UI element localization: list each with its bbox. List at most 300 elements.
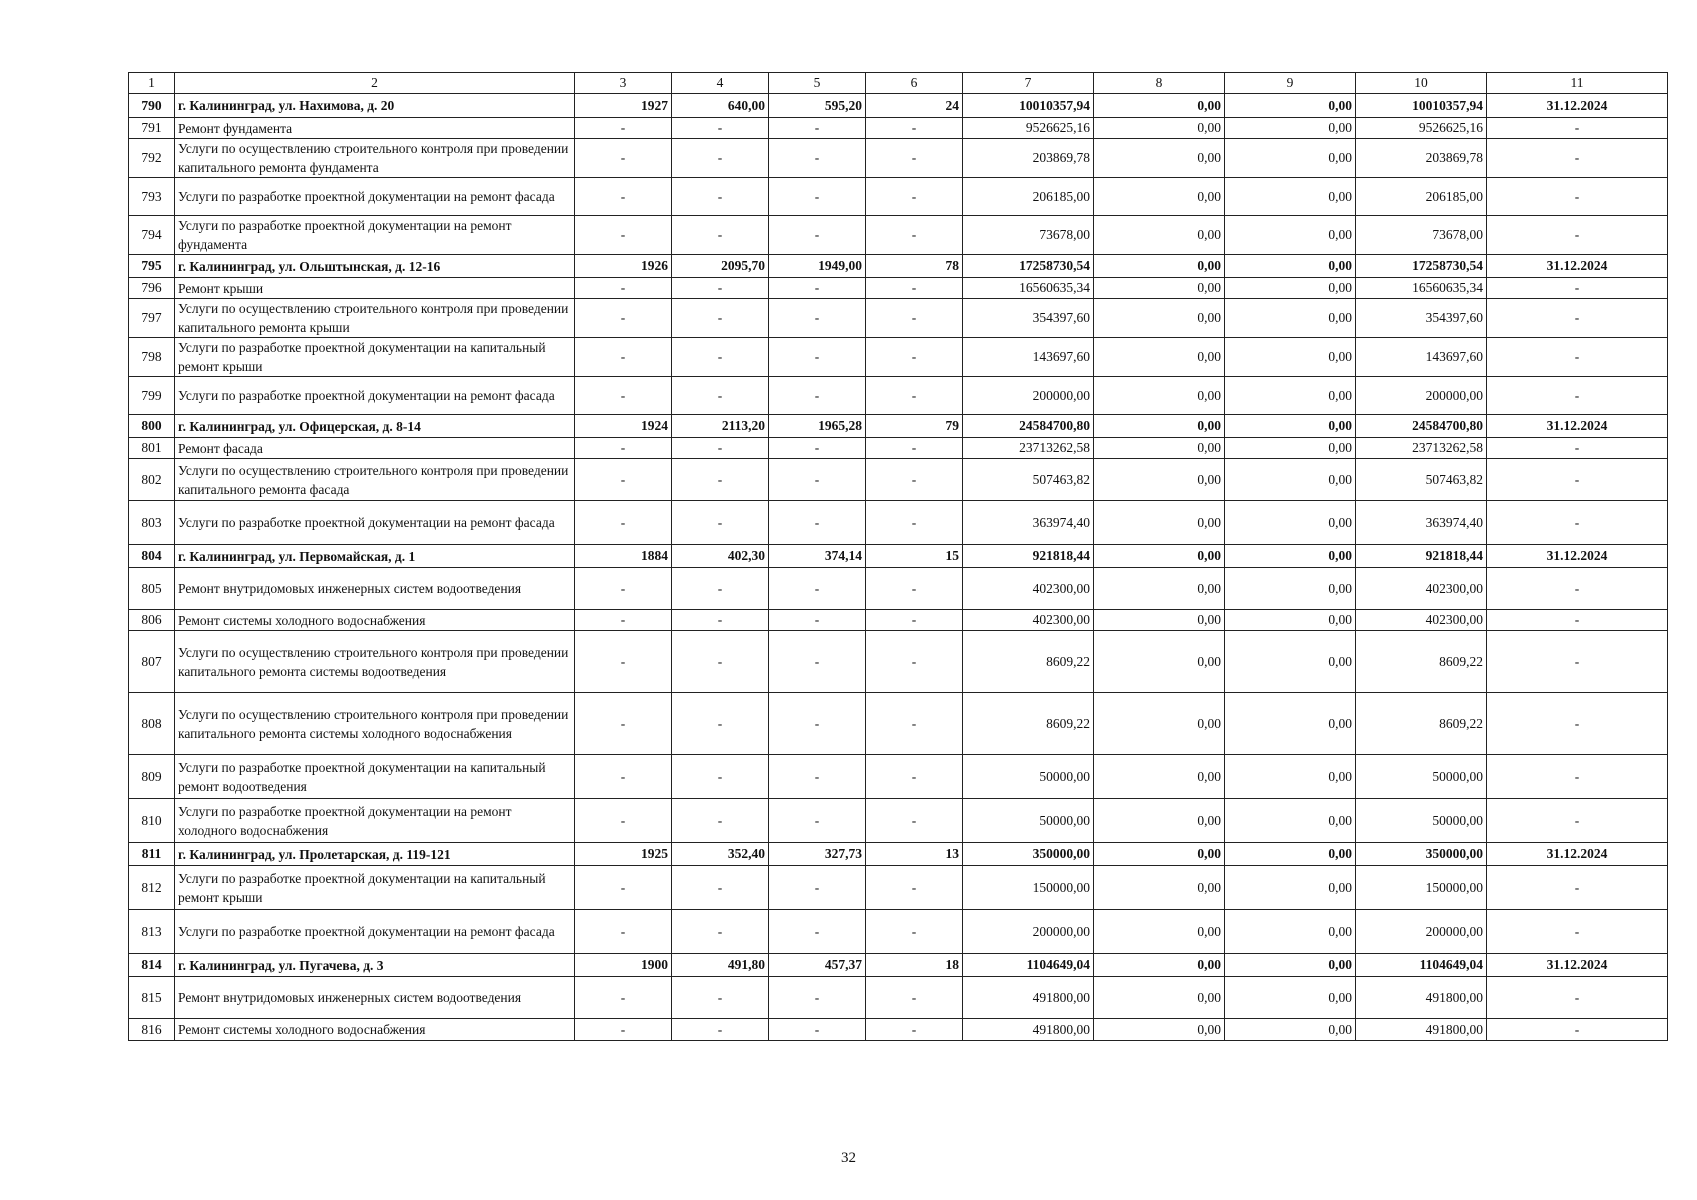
column-header: 8 xyxy=(1094,73,1225,94)
col3-value: - xyxy=(575,216,672,255)
col10-value: 17258730,54 xyxy=(1356,255,1487,278)
col7-value: 8609,22 xyxy=(963,631,1094,693)
col10-value: 203869,78 xyxy=(1356,139,1487,178)
col6-value: - xyxy=(866,278,963,299)
col10-value: 200000,00 xyxy=(1356,377,1487,415)
col7-value: 402300,00 xyxy=(963,568,1094,610)
row-number: 813 xyxy=(129,910,175,954)
col9-value: 0,00 xyxy=(1225,631,1356,693)
table-row xyxy=(129,139,1668,178)
column-header: 3 xyxy=(575,73,672,94)
col9-value: 0,00 xyxy=(1225,415,1356,438)
col5-value: - xyxy=(769,118,866,139)
col5-value: 595,20 xyxy=(769,94,866,118)
table-row xyxy=(129,568,1668,610)
col9-value: 0,00 xyxy=(1225,459,1356,501)
col10-value: 23713262,58 xyxy=(1356,438,1487,459)
row-number: 804 xyxy=(129,545,175,568)
col9-value: 0,00 xyxy=(1225,866,1356,910)
col11-value: - xyxy=(1487,866,1668,910)
col6-value: - xyxy=(866,118,963,139)
col3-value: - xyxy=(575,610,672,631)
table-row xyxy=(129,255,1668,278)
col6-value: - xyxy=(866,977,963,1019)
col10-value: 50000,00 xyxy=(1356,755,1487,799)
col3-value: 1900 xyxy=(575,954,672,977)
col10-value: 8609,22 xyxy=(1356,631,1487,693)
table-row xyxy=(129,459,1668,501)
col9-value: 0,00 xyxy=(1225,139,1356,178)
row-number: 790 xyxy=(129,94,175,118)
col7-value: 150000,00 xyxy=(963,866,1094,910)
col3-value: - xyxy=(575,299,672,338)
col11-value: 31.12.2024 xyxy=(1487,843,1668,866)
table-row xyxy=(129,693,1668,755)
col3-value: - xyxy=(575,377,672,415)
row-number: 806 xyxy=(129,610,175,631)
table-row xyxy=(129,755,1668,799)
table-row xyxy=(129,415,1668,438)
col8-value: 0,00 xyxy=(1094,693,1225,755)
table-row xyxy=(129,545,1668,568)
col4-value: - xyxy=(672,501,769,545)
row-name: Услуги по осуществлению строительного контроля при проведении капитального ремонта крыши xyxy=(175,299,575,338)
row-name: Услуги по разработке проектной документации на капитальный ремонт крыши xyxy=(175,866,575,910)
col8-value: 0,00 xyxy=(1094,755,1225,799)
table-row xyxy=(129,954,1668,977)
col7-value: 8609,22 xyxy=(963,693,1094,755)
col3-value: - xyxy=(575,338,672,377)
row-number: 805 xyxy=(129,568,175,610)
col10-value: 402300,00 xyxy=(1356,568,1487,610)
col9-value: 0,00 xyxy=(1225,755,1356,799)
row-number: 814 xyxy=(129,954,175,977)
col8-value: 0,00 xyxy=(1094,118,1225,139)
col3-value: - xyxy=(575,568,672,610)
table-row xyxy=(129,910,1668,954)
col11-value: 31.12.2024 xyxy=(1487,545,1668,568)
row-number: 808 xyxy=(129,693,175,755)
col8-value: 0,00 xyxy=(1094,415,1225,438)
col4-value: - xyxy=(672,438,769,459)
col3-value: - xyxy=(575,910,672,954)
col8-value: 0,00 xyxy=(1094,545,1225,568)
col4-value: - xyxy=(672,693,769,755)
col5-value: - xyxy=(769,216,866,255)
column-header: 2 xyxy=(175,73,575,94)
col11-value: - xyxy=(1487,377,1668,415)
col9-value: 0,00 xyxy=(1225,910,1356,954)
row-number: 797 xyxy=(129,299,175,338)
col8-value: 0,00 xyxy=(1094,954,1225,977)
col4-value: - xyxy=(672,568,769,610)
col9-value: 0,00 xyxy=(1225,178,1356,216)
row-name: Услуги по осуществлению строительного контроля при проведении капитального ремонта фундамента xyxy=(175,139,575,178)
col5-value: - xyxy=(769,866,866,910)
row-number: 800 xyxy=(129,415,175,438)
col7-value: 50000,00 xyxy=(963,799,1094,843)
col5-value: - xyxy=(769,799,866,843)
col10-value: 50000,00 xyxy=(1356,799,1487,843)
row-number: 792 xyxy=(129,139,175,178)
col11-value: - xyxy=(1487,799,1668,843)
col11-value: - xyxy=(1487,438,1668,459)
col4-value: - xyxy=(672,799,769,843)
col6-value: - xyxy=(866,216,963,255)
col11-value: - xyxy=(1487,278,1668,299)
col10-value: 9526625,16 xyxy=(1356,118,1487,139)
col6-value: - xyxy=(866,338,963,377)
col7-value: 491800,00 xyxy=(963,977,1094,1019)
col3-value: 1925 xyxy=(575,843,672,866)
col3-value: - xyxy=(575,139,672,178)
col7-value: 491800,00 xyxy=(963,1019,1094,1041)
col5-value: - xyxy=(769,755,866,799)
col6-value: 15 xyxy=(866,545,963,568)
col8-value: 0,00 xyxy=(1094,278,1225,299)
row-number: 793 xyxy=(129,178,175,216)
row-name: Ремонт фасада xyxy=(175,438,575,459)
col5-value: - xyxy=(769,631,866,693)
table-row xyxy=(129,843,1668,866)
col6-value: - xyxy=(866,631,963,693)
row-number: 794 xyxy=(129,216,175,255)
col4-value: 352,40 xyxy=(672,843,769,866)
col9-value: 0,00 xyxy=(1225,278,1356,299)
col8-value: 0,00 xyxy=(1094,843,1225,866)
col5-value: - xyxy=(769,299,866,338)
col10-value: 206185,00 xyxy=(1356,178,1487,216)
table-row xyxy=(129,338,1668,377)
col11-value: - xyxy=(1487,338,1668,377)
col11-value: - xyxy=(1487,216,1668,255)
col11-value: - xyxy=(1487,755,1668,799)
col5-value: 374,14 xyxy=(769,545,866,568)
row-number: 802 xyxy=(129,459,175,501)
row-name: Услуги по разработке проектной документации на ремонт фундамента xyxy=(175,216,575,255)
col7-value: 206185,00 xyxy=(963,178,1094,216)
col4-value: - xyxy=(672,910,769,954)
row-name: Услуги по разработке проектной документации на ремонт фасада xyxy=(175,501,575,545)
column-header: 9 xyxy=(1225,73,1356,94)
col3-value: 1927 xyxy=(575,94,672,118)
col6-value: 79 xyxy=(866,415,963,438)
col5-value: - xyxy=(769,568,866,610)
col6-value: 24 xyxy=(866,94,963,118)
col7-value: 200000,00 xyxy=(963,910,1094,954)
table-row xyxy=(129,977,1668,1019)
table-row xyxy=(129,610,1668,631)
col6-value: - xyxy=(866,755,963,799)
col10-value: 16560635,34 xyxy=(1356,278,1487,299)
col7-value: 1104649,04 xyxy=(963,954,1094,977)
col10-value: 10010357,94 xyxy=(1356,94,1487,118)
col7-value: 350000,00 xyxy=(963,843,1094,866)
column-header: 5 xyxy=(769,73,866,94)
col6-value: 13 xyxy=(866,843,963,866)
row-name: Услуги по разработке проектной документации на капитальный ремонт крыши xyxy=(175,338,575,377)
col10-value: 73678,00 xyxy=(1356,216,1487,255)
col11-value: 31.12.2024 xyxy=(1487,94,1668,118)
row-number: 803 xyxy=(129,501,175,545)
col9-value: 0,00 xyxy=(1225,299,1356,338)
col11-value: - xyxy=(1487,118,1668,139)
col11-value: - xyxy=(1487,178,1668,216)
table-row xyxy=(129,866,1668,910)
row-name: г. Калининград, ул. Пугачева, д. 3 xyxy=(175,954,575,977)
col7-value: 921818,44 xyxy=(963,545,1094,568)
col7-value: 17258730,54 xyxy=(963,255,1094,278)
row-number: 811 xyxy=(129,843,175,866)
table-row xyxy=(129,1019,1668,1041)
col3-value: - xyxy=(575,118,672,139)
col6-value: - xyxy=(866,568,963,610)
row-name: г. Калининград, ул. Ольштынская, д. 12-16 xyxy=(175,255,575,278)
col9-value: 0,00 xyxy=(1225,1019,1356,1041)
capital-repair-table xyxy=(128,72,1668,1041)
col11-value: - xyxy=(1487,1019,1668,1041)
col6-value: - xyxy=(866,139,963,178)
col6-value: - xyxy=(866,799,963,843)
row-name: Услуги по осуществлению строительного контроля при проведении капитального ремонта фасада xyxy=(175,459,575,501)
col4-value: - xyxy=(672,1019,769,1041)
col7-value: 203869,78 xyxy=(963,139,1094,178)
column-header: 6 xyxy=(866,73,963,94)
row-number: 810 xyxy=(129,799,175,843)
col8-value: 0,00 xyxy=(1094,631,1225,693)
col7-value: 200000,00 xyxy=(963,377,1094,415)
col5-value: - xyxy=(769,501,866,545)
row-name: Услуги по разработке проектной документации на ремонт холодного водоснабжения xyxy=(175,799,575,843)
col3-value: - xyxy=(575,459,672,501)
column-header: 1 xyxy=(129,73,175,94)
col10-value: 354397,60 xyxy=(1356,299,1487,338)
col7-value: 23713262,58 xyxy=(963,438,1094,459)
row-number: 791 xyxy=(129,118,175,139)
col11-value: 31.12.2024 xyxy=(1487,255,1668,278)
row-name: Ремонт системы холодного водоснабжения xyxy=(175,610,575,631)
col8-value: 0,00 xyxy=(1094,459,1225,501)
col10-value: 507463,82 xyxy=(1356,459,1487,501)
col9-value: 0,00 xyxy=(1225,377,1356,415)
column-header: 4 xyxy=(672,73,769,94)
col7-value: 16560635,34 xyxy=(963,278,1094,299)
col4-value: 491,80 xyxy=(672,954,769,977)
col11-value: - xyxy=(1487,977,1668,1019)
col9-value: 0,00 xyxy=(1225,338,1356,377)
col4-value: - xyxy=(672,377,769,415)
row-name: Услуги по разработке проектной документации на капитальный ремонт водоотведения xyxy=(175,755,575,799)
col10-value: 143697,60 xyxy=(1356,338,1487,377)
col6-value: 18 xyxy=(866,954,963,977)
col11-value: - xyxy=(1487,501,1668,545)
col6-value: - xyxy=(866,1019,963,1041)
row-number: 809 xyxy=(129,755,175,799)
column-number-row xyxy=(129,73,1668,94)
col8-value: 0,00 xyxy=(1094,178,1225,216)
row-number: 798 xyxy=(129,338,175,377)
col8-value: 0,00 xyxy=(1094,866,1225,910)
col11-value: 31.12.2024 xyxy=(1487,954,1668,977)
col8-value: 0,00 xyxy=(1094,438,1225,459)
col7-value: 143697,60 xyxy=(963,338,1094,377)
col4-value: - xyxy=(672,139,769,178)
col3-value: - xyxy=(575,755,672,799)
col9-value: 0,00 xyxy=(1225,843,1356,866)
col3-value: 1924 xyxy=(575,415,672,438)
col10-value: 8609,22 xyxy=(1356,693,1487,755)
table-row xyxy=(129,377,1668,415)
col5-value: - xyxy=(769,1019,866,1041)
col8-value: 0,00 xyxy=(1094,338,1225,377)
col8-value: 0,00 xyxy=(1094,139,1225,178)
col4-value: - xyxy=(672,299,769,338)
col11-value: - xyxy=(1487,568,1668,610)
col9-value: 0,00 xyxy=(1225,438,1356,459)
col5-value: - xyxy=(769,910,866,954)
col7-value: 24584700,80 xyxy=(963,415,1094,438)
row-number: 815 xyxy=(129,977,175,1019)
col10-value: 24584700,80 xyxy=(1356,415,1487,438)
row-name: Услуги по разработке проектной документации на ремонт фасада xyxy=(175,178,575,216)
col3-value: 1926 xyxy=(575,255,672,278)
col5-value: 1965,28 xyxy=(769,415,866,438)
col6-value: - xyxy=(866,178,963,216)
row-name: Ремонт фундамента xyxy=(175,118,575,139)
col9-value: 0,00 xyxy=(1225,693,1356,755)
col5-value: 457,37 xyxy=(769,954,866,977)
col6-value: - xyxy=(866,910,963,954)
col4-value: - xyxy=(672,610,769,631)
col8-value: 0,00 xyxy=(1094,910,1225,954)
col5-value: - xyxy=(769,438,866,459)
col10-value: 363974,40 xyxy=(1356,501,1487,545)
col10-value: 350000,00 xyxy=(1356,843,1487,866)
col9-value: 0,00 xyxy=(1225,954,1356,977)
col5-value: - xyxy=(769,139,866,178)
col10-value: 150000,00 xyxy=(1356,866,1487,910)
table-row xyxy=(129,438,1668,459)
col3-value: 1884 xyxy=(575,545,672,568)
col9-value: 0,00 xyxy=(1225,977,1356,1019)
col6-value: - xyxy=(866,438,963,459)
col6-value: - xyxy=(866,866,963,910)
column-header: 10 xyxy=(1356,73,1487,94)
col7-value: 73678,00 xyxy=(963,216,1094,255)
col10-value: 402300,00 xyxy=(1356,610,1487,631)
row-name: Услуги по разработке проектной документации на ремонт фасада xyxy=(175,910,575,954)
col3-value: - xyxy=(575,977,672,1019)
col5-value: - xyxy=(769,278,866,299)
col8-value: 0,00 xyxy=(1094,568,1225,610)
col11-value: - xyxy=(1487,610,1668,631)
page-number: 32 xyxy=(841,1150,856,1166)
col5-value: - xyxy=(769,610,866,631)
col10-value: 491800,00 xyxy=(1356,977,1487,1019)
col8-value: 0,00 xyxy=(1094,299,1225,338)
row-name: Ремонт внутридомовых инженерных систем водоотведения xyxy=(175,568,575,610)
col7-value: 9526625,16 xyxy=(963,118,1094,139)
col11-value: - xyxy=(1487,139,1668,178)
row-name: г. Калининград, ул. Пролетарская, д. 119-121 xyxy=(175,843,575,866)
col9-value: 0,00 xyxy=(1225,255,1356,278)
col3-value: - xyxy=(575,799,672,843)
table-row xyxy=(129,799,1668,843)
col5-value: 1949,00 xyxy=(769,255,866,278)
col9-value: 0,00 xyxy=(1225,799,1356,843)
col4-value: - xyxy=(672,278,769,299)
col7-value: 402300,00 xyxy=(963,610,1094,631)
col9-value: 0,00 xyxy=(1225,545,1356,568)
table-row xyxy=(129,216,1668,255)
col4-value: - xyxy=(672,338,769,377)
col4-value: 640,00 xyxy=(672,94,769,118)
row-name: Ремонт крыши xyxy=(175,278,575,299)
col7-value: 354397,60 xyxy=(963,299,1094,338)
col10-value: 491800,00 xyxy=(1356,1019,1487,1041)
row-name: Услуги по осуществлению строительного контроля при проведении капитального ремонта системы водоотведения xyxy=(175,631,575,693)
col4-value: - xyxy=(672,459,769,501)
col7-value: 10010357,94 xyxy=(963,94,1094,118)
table-row xyxy=(129,178,1668,216)
row-number: 816 xyxy=(129,1019,175,1041)
col9-value: 0,00 xyxy=(1225,610,1356,631)
col11-value: - xyxy=(1487,693,1668,755)
col6-value: - xyxy=(866,501,963,545)
col4-value: - xyxy=(672,977,769,1019)
col8-value: 0,00 xyxy=(1094,255,1225,278)
col6-value: - xyxy=(866,377,963,415)
col7-value: 507463,82 xyxy=(963,459,1094,501)
col5-value: - xyxy=(769,338,866,377)
row-name: г. Калининград, ул. Офицерская, д. 8-14 xyxy=(175,415,575,438)
col9-value: 0,00 xyxy=(1225,501,1356,545)
row-number: 807 xyxy=(129,631,175,693)
col4-value: - xyxy=(672,755,769,799)
col11-value: - xyxy=(1487,631,1668,693)
col3-value: - xyxy=(575,501,672,545)
row-name: Услуги по осуществлению строительного контроля при проведении капитального ремонта системы холодного водоснабжения xyxy=(175,693,575,755)
col5-value: 327,73 xyxy=(769,843,866,866)
col8-value: 0,00 xyxy=(1094,216,1225,255)
col10-value: 921818,44 xyxy=(1356,545,1487,568)
table-row xyxy=(129,299,1668,338)
col3-value: - xyxy=(575,438,672,459)
row-number: 796 xyxy=(129,278,175,299)
table-row xyxy=(129,631,1668,693)
col5-value: - xyxy=(769,693,866,755)
col4-value: - xyxy=(672,118,769,139)
table-row xyxy=(129,278,1668,299)
col6-value: - xyxy=(866,299,963,338)
col10-value: 1104649,04 xyxy=(1356,954,1487,977)
col11-value: - xyxy=(1487,459,1668,501)
col7-value: 50000,00 xyxy=(963,755,1094,799)
table-row xyxy=(129,501,1668,545)
col9-value: 0,00 xyxy=(1225,216,1356,255)
col3-value: - xyxy=(575,631,672,693)
col4-value: - xyxy=(672,866,769,910)
row-number: 799 xyxy=(129,377,175,415)
row-name: Ремонт системы холодного водоснабжения xyxy=(175,1019,575,1041)
row-number: 795 xyxy=(129,255,175,278)
col8-value: 0,00 xyxy=(1094,377,1225,415)
col11-value: - xyxy=(1487,910,1668,954)
column-header: 7 xyxy=(963,73,1094,94)
col8-value: 0,00 xyxy=(1094,501,1225,545)
col7-value: 363974,40 xyxy=(963,501,1094,545)
col6-value: 78 xyxy=(866,255,963,278)
